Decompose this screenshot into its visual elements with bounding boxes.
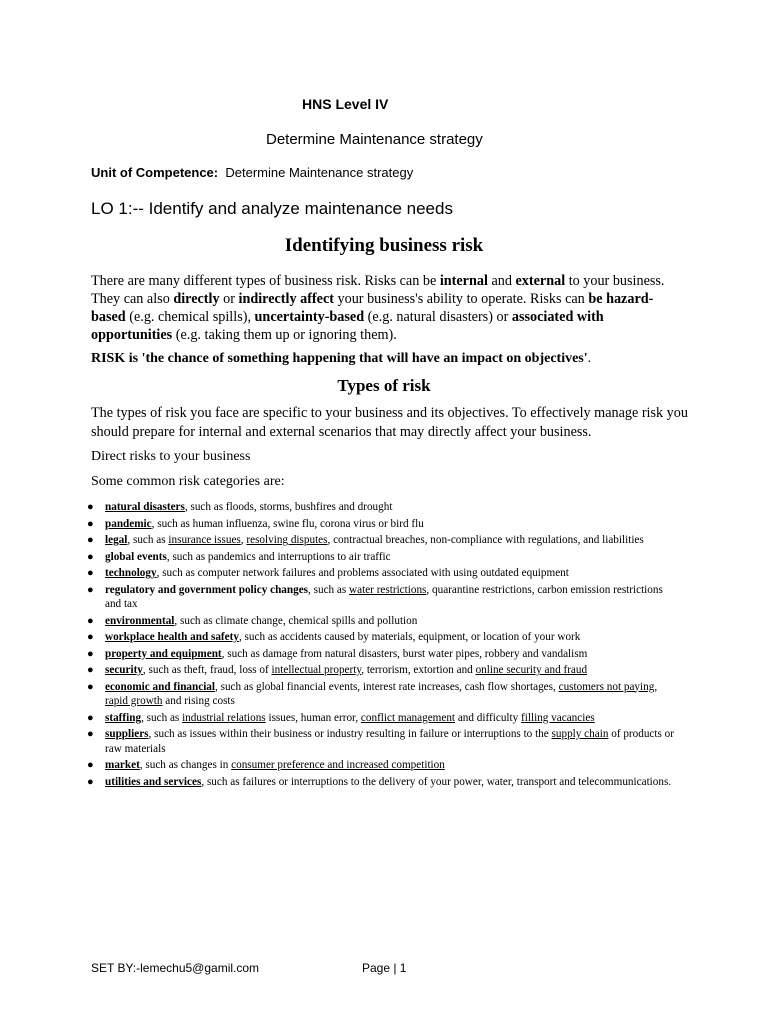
risk-category-text: , such as changes in — [139, 759, 232, 771]
list-item — [87, 647, 677, 662]
risk-category-text: rapid growth — [105, 695, 163, 707]
list-item — [87, 614, 677, 629]
list-item — [87, 550, 677, 565]
risk-category-name: suppliers — [105, 728, 149, 740]
list-item — [87, 630, 677, 645]
risk-category-text: , such as failures or interruptions to the delivery of your power, water, transport and telecommunications. — [201, 775, 672, 788]
list-item — [87, 533, 677, 548]
list-item — [87, 517, 677, 532]
risk-definition-text: RISK is 'the chance of something happening that will have an impact on objectives' — [91, 351, 588, 366]
common-categories-intro: Some common risk categories are: — [91, 474, 285, 489]
intro-paragraph — [91, 272, 677, 344]
risk-category-text: conflict management — [360, 711, 456, 724]
risk-category-text: , such as — [308, 583, 350, 596]
risk-category-text: and difficulty — [455, 711, 522, 724]
bullet-icon: ● — [87, 775, 94, 788]
bullet-icon: ● — [87, 647, 94, 660]
p1-bold: external — [515, 273, 566, 289]
p1-seg: (e.g. chemical spills), — [125, 309, 255, 325]
direct-risks-heading: Direct risks to your business — [91, 449, 251, 464]
risk-category-name: legal — [105, 534, 128, 546]
list-item — [87, 727, 677, 756]
risk-category-text: , such as global financial events, interest rate increases, cash flow shortages, — [215, 680, 559, 693]
p1-bold: be hazard-based — [91, 291, 654, 325]
p1-seg: your business's ability to operate. Risks can — [333, 291, 589, 307]
bullet-icon: ● — [87, 631, 94, 643]
risk-category-text: , such as theft, fraud, loss of — [142, 664, 272, 676]
bullet-icon: ● — [87, 583, 94, 596]
document-level-title: HNS Level IV — [302, 96, 389, 112]
risk-category-text: consumer preference and increased competition — [231, 759, 445, 771]
risk-category-name: environmental — [105, 614, 175, 627]
risk-category-text: industrial relations — [182, 711, 266, 724]
risk-category-text: , terrorism, extortion and — [361, 664, 476, 676]
bullet-icon: ● — [87, 711, 94, 724]
risk-category-name: staffing — [105, 711, 142, 724]
risk-category-text: , such as accidents caused by materials, equipment, or location of your work — [238, 631, 581, 643]
p1-bold: uncertainty-based — [254, 309, 365, 325]
section-title-business-risk: Identifying business risk — [284, 235, 484, 256]
risk-category-text: customers not paying — [558, 680, 655, 693]
risk-category-text: , — [654, 680, 658, 693]
p1-bold: internal — [439, 273, 488, 289]
unit-of-competence — [91, 165, 413, 180]
risk-category-list — [87, 500, 677, 791]
p1-seg: (e.g. natural disasters) or — [364, 309, 512, 325]
risk-category-name: technology — [105, 567, 157, 579]
risk-category-text: , such as damage from natural disasters, burst water pipes, robbery and vandalism — [221, 647, 588, 660]
footer-page-number: Page | 1 — [362, 961, 407, 975]
risk-category-name: market — [105, 759, 140, 771]
list-item — [87, 663, 677, 678]
risk-category-text: , quarantine restrictions, carbon emission restrictions and tax — [105, 583, 663, 610]
bullet-icon: ● — [87, 550, 94, 563]
risk-category-text: , contractual breaches, non-compliance with regulations, and liabilities — [327, 534, 644, 546]
p1-seg: or — [219, 291, 239, 307]
list-item — [87, 758, 677, 773]
unit-value: Determine Maintenance strategy — [225, 165, 414, 180]
risk-category-name: property and equipment — [105, 647, 222, 660]
p1-seg: and — [487, 273, 516, 289]
risk-category-text: , such as floods, storms, bushfires and drought — [184, 501, 393, 513]
types-paragraph: The types of risk you face are specific to your business and its objectives. To effectively manage risk you should prepare for internal and external scenarios that may directly affect your business. — [91, 405, 688, 440]
unit-label: Unit of Competence: — [91, 165, 219, 180]
risk-category-name: natural disasters — [105, 501, 185, 513]
risk-category-text: online security and fraud — [475, 664, 588, 676]
footer-author: SET BY:-lemechu5@gamil.com — [91, 961, 260, 975]
list-item — [87, 711, 677, 726]
risk-category-text: intellectual property — [271, 664, 362, 676]
bullet-icon: ● — [87, 728, 94, 740]
risk-category-text: , such as — [141, 711, 183, 724]
document-subtitle: Determine Maintenance strategy — [266, 131, 483, 148]
risk-category-text: , such as pandemics and interruptions to air traffic — [166, 550, 391, 563]
bullet-icon: ● — [87, 517, 94, 530]
risk-definition — [91, 350, 677, 368]
risk-category-name: economic and financial — [105, 680, 216, 693]
risk-category-text: supply chain — [551, 728, 609, 740]
learning-outcome: LO 1:-- Identify and analyze maintenance needs — [91, 199, 453, 218]
list-item — [87, 775, 677, 790]
bullet-icon: ● — [87, 534, 94, 546]
list-item — [87, 566, 677, 581]
risk-definition-end: . — [587, 351, 592, 366]
p1-bold: directly — [173, 291, 220, 307]
bullet-icon: ● — [87, 567, 94, 579]
risk-category-name: regulatory and government policy changes — [105, 583, 309, 596]
risk-category-text: , such as computer network failures and problems associated with using outdated equipment — [156, 567, 569, 579]
p1-seg: There are many different types of business risk. Risks can be — [91, 273, 440, 289]
risk-category-name: security — [105, 664, 143, 676]
risk-category-text: issues, human error, — [265, 711, 361, 724]
risk-category-name: utilities and services — [105, 775, 202, 788]
risk-category-text: , such as human influenza, swine flu, corona virus or bird flu — [151, 517, 424, 530]
risk-category-text: , such as — [127, 534, 169, 546]
p1-seg: (e.g. taking them up or ignoring them). — [172, 327, 397, 343]
risk-category-text: filling vacancies — [521, 711, 595, 724]
bullet-icon: ● — [87, 501, 94, 513]
risk-category-text: , such as issues within their business or industry resulting in failure or interruptions to the — [148, 728, 552, 740]
bullet-icon: ● — [87, 664, 94, 676]
risk-category-text: of products or raw materials — [105, 728, 674, 755]
list-item — [87, 680, 677, 709]
list-item — [87, 500, 677, 515]
p1-bold: associated with opportunities — [91, 309, 604, 343]
risk-category-name: workplace health and safety — [105, 631, 239, 643]
section-title-types-of-risk: Types of risk — [337, 376, 431, 395]
risk-category-text: , — [240, 534, 247, 546]
list-item — [87, 583, 677, 612]
risk-category-text: resolving disputes — [246, 534, 328, 546]
risk-category-text: water restrictions — [349, 583, 427, 596]
bullet-icon: ● — [87, 614, 94, 627]
risk-category-name: global events — [105, 550, 167, 563]
risk-category-text: and rising costs — [162, 695, 235, 707]
bullet-icon: ● — [87, 759, 94, 771]
p1-bold: indirectly affect — [238, 291, 334, 307]
risk-category-name: pandemic — [105, 517, 152, 530]
p1-seg: to your business. They can also — [91, 273, 665, 307]
risk-category-text: , such as climate change, chemical spills and pollution — [174, 614, 418, 627]
risk-category-text: insurance issues — [168, 534, 241, 546]
bullet-icon: ● — [87, 680, 94, 693]
